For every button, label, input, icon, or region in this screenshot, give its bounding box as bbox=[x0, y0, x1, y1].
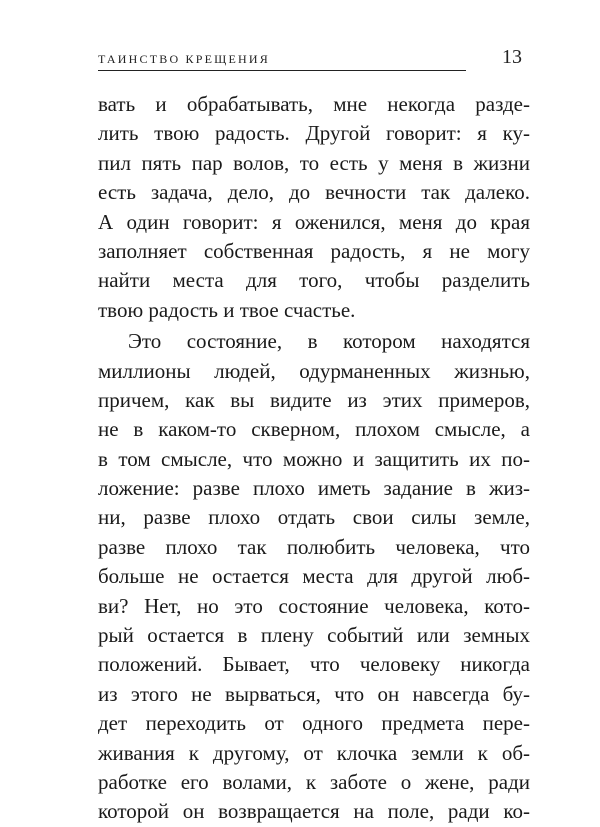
text-line: вать и обрабатывать, мне некогда разде- bbox=[98, 92, 530, 116]
text-line: причем, как вы видите из этих примеров, bbox=[98, 387, 530, 412]
text-line: разве плохо так полюбить человека, что bbox=[98, 534, 530, 559]
text-line: из этого не вырваться, что он навсегда бу- bbox=[98, 681, 530, 706]
text-line: рый остается в плену событий или земных bbox=[98, 623, 530, 648]
text-line: А один говорит: я оженился, меня до края bbox=[98, 209, 530, 234]
text-line: миллионы людей, одурманенных жизнью, bbox=[98, 358, 530, 383]
text-line: не в каком-то скверном, плохом смысле, а bbox=[98, 417, 530, 442]
running-head bbox=[98, 50, 466, 71]
text-line: пил пять пар волов, то есть у меня в жизни bbox=[98, 150, 530, 175]
text-line: есть задача, дело, до вечности так далеко. bbox=[98, 180, 530, 205]
text-line: найти места для того, чтобы разделить bbox=[98, 268, 530, 293]
text-line: живания к другому, от клочка земли к об- bbox=[98, 740, 530, 765]
page-number: 13 bbox=[502, 46, 522, 68]
text-line: твою радость и твое счастье. bbox=[98, 297, 356, 322]
text-line: ни, разве плохо отдать свои силы земле, bbox=[98, 505, 530, 530]
text-line: положений. Бывает, что человеку никогда bbox=[98, 652, 530, 677]
running-title: ТАИНСТВО КРЕЩЕНИЯ bbox=[98, 52, 270, 66]
body-text bbox=[98, 90, 530, 827]
text-line: дет переходить от одного предмета пере- bbox=[98, 711, 530, 736]
text-line: в том смысле, что можно и защитить их по- bbox=[98, 446, 530, 471]
text-line: ложение: разве плохо иметь задание в жиз- bbox=[98, 476, 530, 501]
text-line: которой он возвращается на поле, ради ко- bbox=[98, 799, 530, 824]
text-line: лить твою радость. Другой говорит: я ку- bbox=[98, 121, 530, 146]
text-line: больше не остается места для другой люб- bbox=[98, 564, 530, 589]
text-line: ви? Нет, но это состояние человека, кото- bbox=[98, 593, 530, 618]
text-line: заполняет собственная радость, я не могу bbox=[98, 238, 530, 263]
text-line: Это состояние, в котором находятся bbox=[128, 329, 530, 354]
text-line: работке его волами, к заботе о жене, ради bbox=[98, 769, 530, 794]
